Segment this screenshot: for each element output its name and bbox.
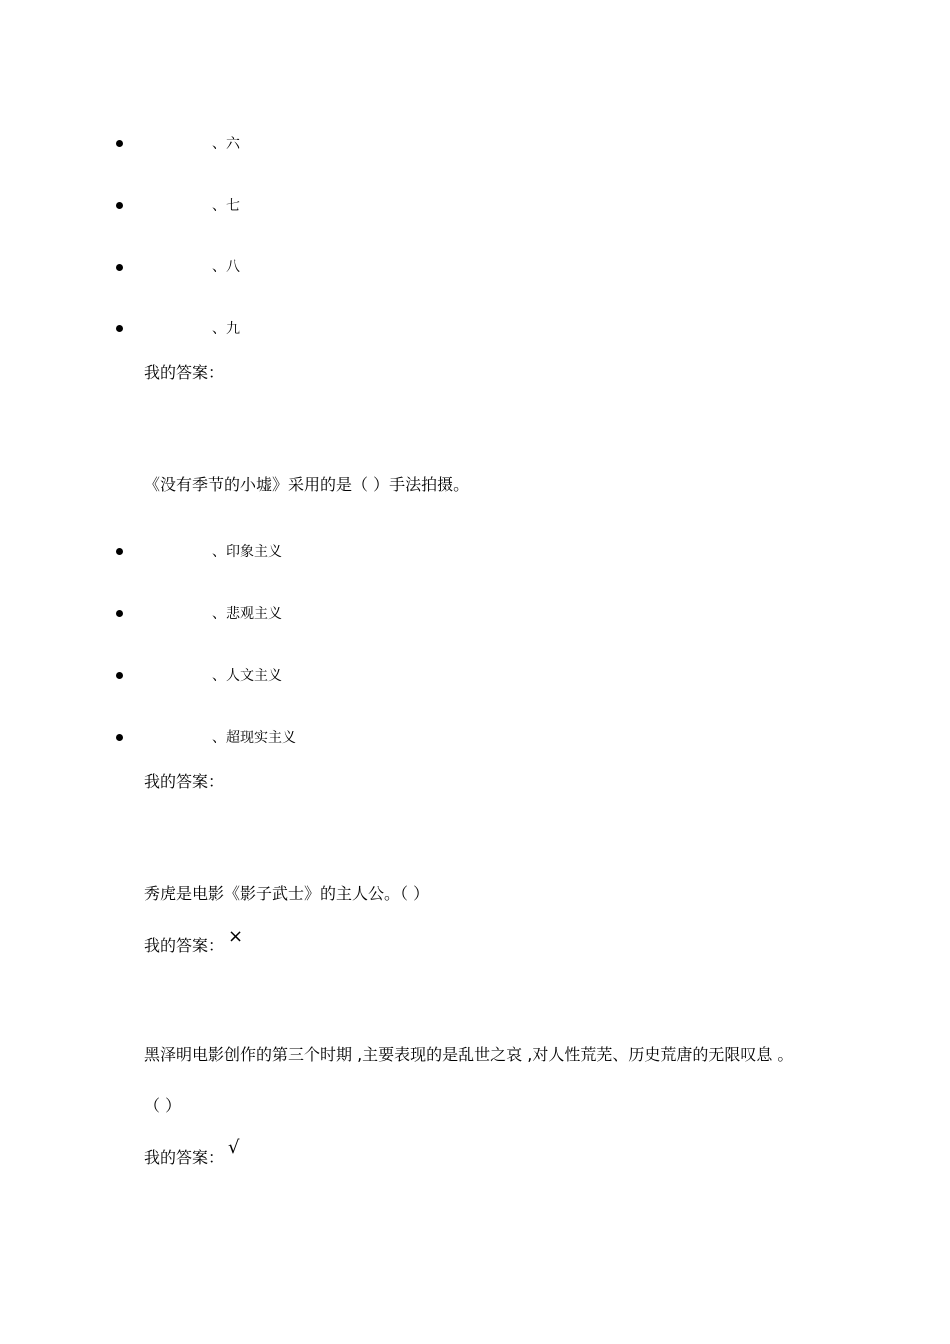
- option-bullet: [116, 610, 123, 617]
- option-bullet: [116, 325, 123, 332]
- option-bullet: [116, 264, 123, 271]
- option-text: 、六: [212, 136, 240, 152]
- question-text: 秀虎是电影《影子武士》的主人公。（ ）: [144, 884, 430, 903]
- option-text: 、七: [212, 198, 240, 214]
- option-text: 、九: [212, 321, 240, 337]
- option-text: 、超现实主义: [212, 730, 296, 746]
- answer-label: 我的答案：: [144, 1148, 225, 1167]
- option-bullet: [116, 734, 123, 741]
- option-text: 、悲观主义: [212, 606, 282, 622]
- answer-label: 我的答案：: [144, 936, 225, 955]
- question-text: 《没有季节的小墟》采用的是（ ）手法拍摄。: [144, 475, 470, 494]
- option-bullet: [116, 140, 123, 147]
- option-bullet: [116, 672, 123, 679]
- question-text-continued: （ ）: [144, 1096, 182, 1115]
- answer-label: 我的答案：: [144, 363, 225, 382]
- question-text: 黑泽明电影创作的第三个时期 ,主要表现的是乱世之哀 ,对人性荒芜、历史荒唐的无限叹息 。: [144, 1045, 794, 1064]
- option-bullet: [116, 548, 123, 555]
- option-text: 、人文主义: [212, 668, 282, 684]
- answer-mark-wrong: ×: [228, 926, 244, 947]
- answer-label: 我的答案：: [144, 772, 225, 791]
- option-bullet: [116, 202, 123, 209]
- option-text: 、八: [212, 259, 240, 275]
- answer-mark-correct: √: [228, 1137, 240, 1158]
- option-text: 、印象主义: [212, 544, 282, 560]
